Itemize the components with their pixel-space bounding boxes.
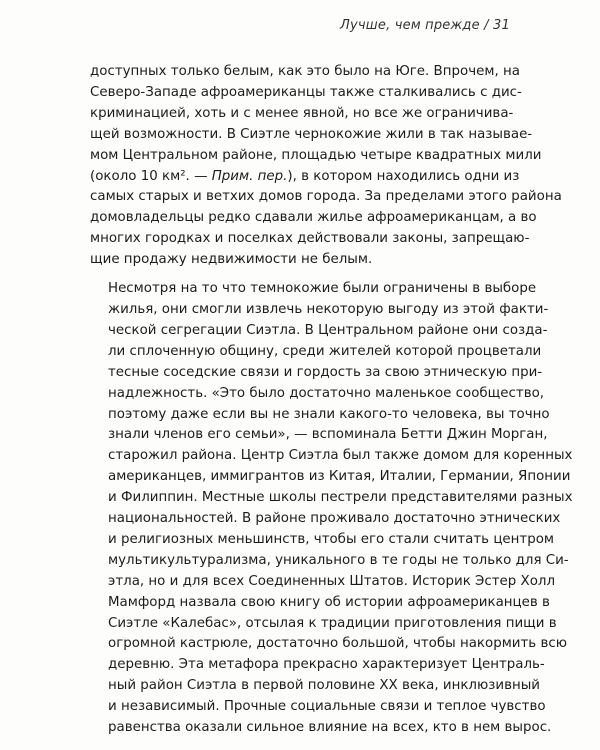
paragraph-1: [90, 62, 562, 271]
text-line: старожил района. Центр Сиэтла был также домом для коренных: [108, 448, 573, 464]
text-line: ный район Сиэтла в первой половине XX века, инклюзивный: [108, 678, 541, 694]
text-line: равенства оказали сильное влияние на всех, кто в нем вырос.: [108, 720, 552, 736]
text-line: и религиозных меньшинств, чтобы его стали считать центром: [108, 531, 555, 547]
running-head: Лучше, чем прежде / 31: [340, 18, 510, 33]
text-line: мом Центральном районе, площадью четыре квадратных мили: [90, 147, 542, 163]
text-line: тесные соседские связи и гордость за свою этническую при-: [108, 364, 543, 380]
text-line: американцев, иммигрантов из Китая, Италии, Германии, Японии: [108, 469, 571, 485]
text-line: знали членов его семьи», — вспоминала Бетти Джин Морган,: [108, 427, 548, 443]
text-line: и независимый. Прочные социальные связи и теплое чувство: [108, 699, 546, 715]
text-line: многих городках и поселках действовали законы, запрещаю-: [90, 231, 530, 247]
text-line: огромной кастрюле, достаточно большой, чтобы накормить всю: [108, 636, 567, 652]
text-line: ли сплоченную общину, среди жителей которой процветали: [108, 343, 542, 359]
text-line: Несмотря на то что темнокожие были ограничены в выборе: [108, 281, 537, 297]
text-line: доступных только белым, как это было на Юге. Впрочем, на: [90, 64, 520, 79]
text-line: надлежность. «Это было достаточно маленькое сообщество,: [108, 385, 545, 401]
text-line: самых старых и ветхих домов города. За пределами этого района: [90, 189, 562, 205]
text-line: деревню. Эта метафора прекрасно характеризует Централь-: [108, 657, 545, 673]
paragraph-2: [90, 279, 573, 739]
translator-note: Прим. пер.: [211, 168, 288, 184]
text-line: этла, но и для всех Соединенных Штатов. Историк Эстер Холл: [108, 573, 556, 589]
text-line: жилья, они смогли извлечь некоторую выгоду из этой факти-: [108, 301, 549, 317]
body-text: [90, 62, 573, 739]
text-line: ческой сегрегации Сиэтла. В Центральном районе они созда-: [108, 322, 548, 338]
text-line: Мамфорд назвала свою книгу об истории афроамериканцев в: [108, 594, 550, 610]
text-line: щие продажу недвижимости не белым.: [90, 252, 373, 268]
text-line: [90, 167, 520, 188]
text-run: (около 10 км². —: [90, 168, 212, 184]
text-line: щей возможности. В Сиэтле чернокожие жили в так называе-: [90, 126, 533, 142]
text-line: национальностей. В районе проживало достаточно этнических: [108, 511, 561, 527]
text-line: Сиэтле «Калебас», отсылая к традиции приготовления пищи в: [108, 615, 557, 631]
text-line: поэтому даже если вы не знали какого-то человека, вы точно: [108, 406, 550, 422]
text-line: Северо-Западе афроамериканцы также сталкивались с дис-: [90, 84, 522, 100]
text-line: и Филиппин. Местные школы пестрели представителями разных: [108, 490, 573, 506]
text-line: мультикультурализма, уникального в те годы не только для Си-: [108, 552, 569, 568]
text-line: домовладельцы редко сдавали жилье афроамериканцам, а во: [90, 210, 537, 226]
text-run: ), в котором находились одни из: [287, 168, 520, 184]
text-line: криминацией, хоть и с менее явной, но все же ограничива-: [90, 105, 514, 121]
